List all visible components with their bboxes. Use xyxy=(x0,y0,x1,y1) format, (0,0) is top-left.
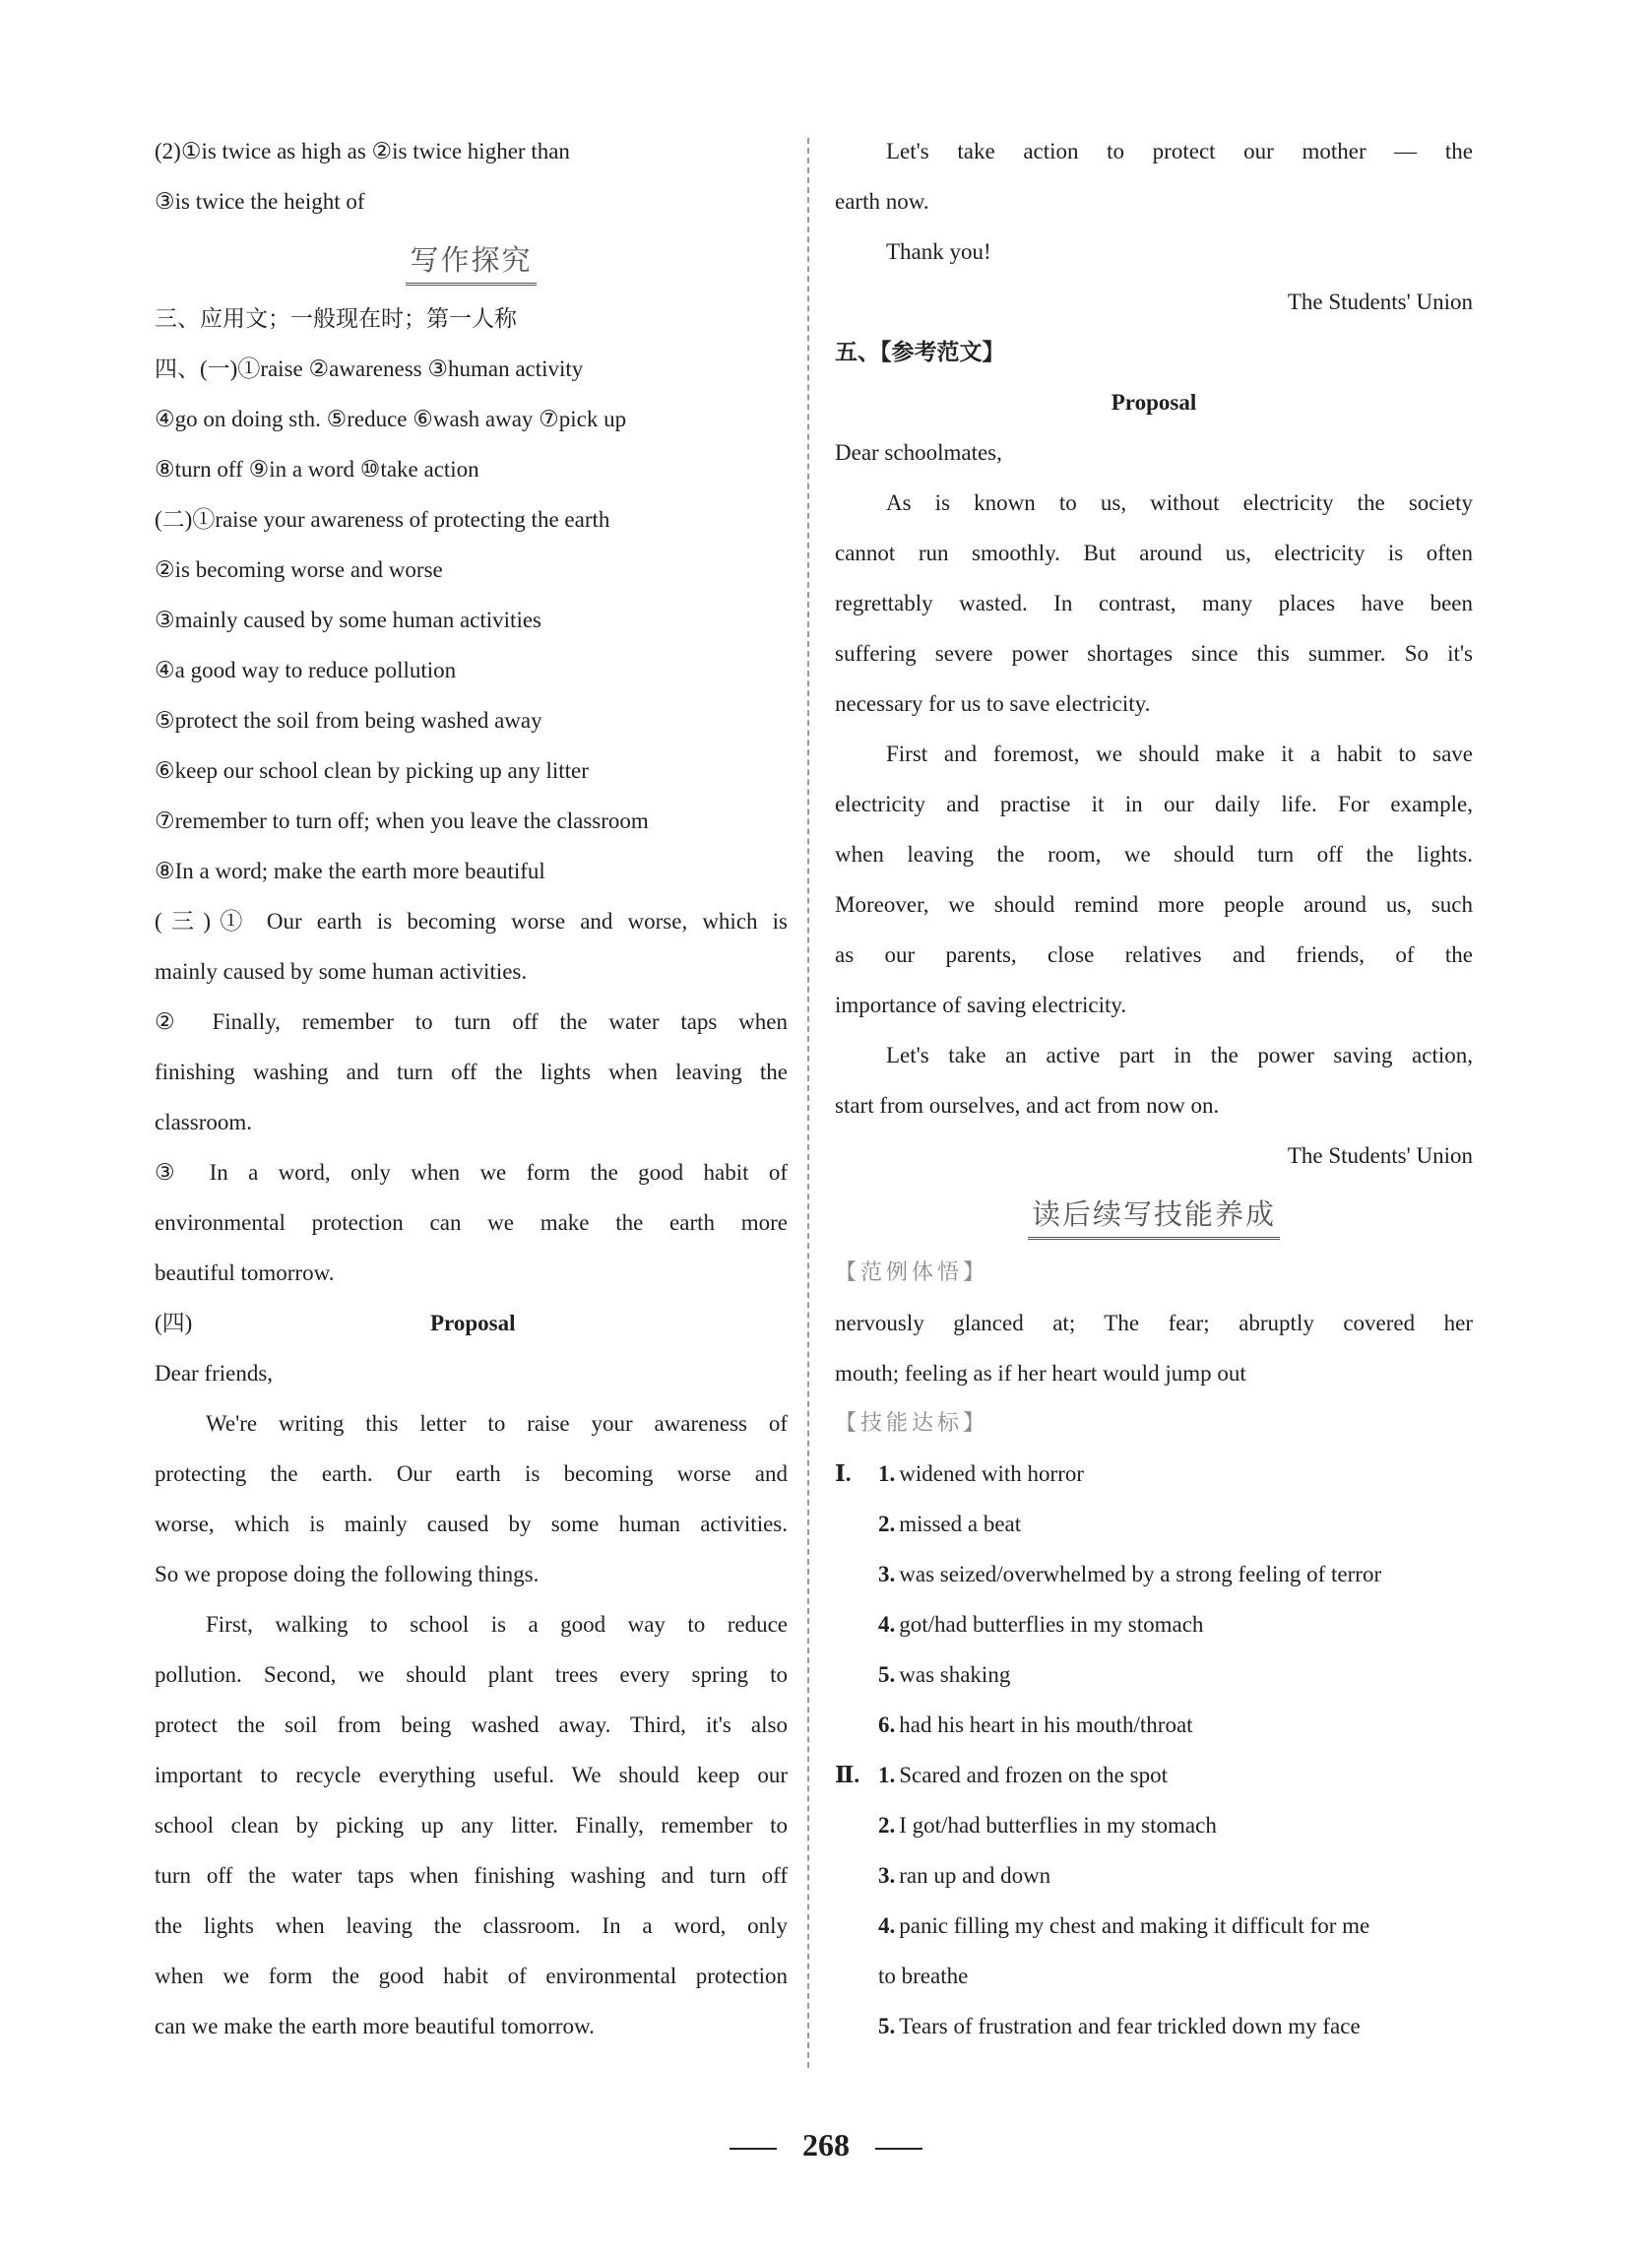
answer-line: 四、(一)①raise ②awareness ③human activity xyxy=(155,356,584,381)
section-title-continuation: 读后续写技能养成 xyxy=(835,1181,1473,1248)
answer-line: ⑤protect the soil from being washed away xyxy=(155,708,542,733)
letter-line: We're writing this letter to raise your awareness of xyxy=(206,1411,788,1436)
letter-line: turn off the water taps when finishing washing and turn off xyxy=(155,1863,788,1888)
list-item: 4. got/had butterflies in my stomach xyxy=(878,1612,1204,1637)
letter-line: can we make the earth more beautiful tomorrow. xyxy=(155,2014,595,2038)
answer-line: ④a good way to reduce pollution xyxy=(155,658,457,682)
page-number-dash-right xyxy=(875,2148,922,2150)
essay-line: electricity and practise it in our daily life. For example, xyxy=(835,792,1473,816)
essay-line: First and foremost, we should make it a habit to save xyxy=(886,742,1473,766)
list-item: 3. ran up and down xyxy=(878,1863,1051,1888)
list-item: 4. panic filling my chest and making it difficult for me xyxy=(878,1913,1370,1938)
essay-line: necessary for us to save electricity. xyxy=(835,691,1151,716)
list-item-continued: to breathe xyxy=(878,1964,969,1988)
essay-signature: The Students' Union xyxy=(1287,1143,1473,1168)
answer-line: beautiful tomorrow. xyxy=(155,1260,335,1285)
proposal-title: Proposal xyxy=(1111,390,1197,415)
list-item: Ⅱ. 1. Scared and frozen on the spot xyxy=(835,1750,1473,1800)
letter-line: earth now. xyxy=(835,189,929,214)
answer-line: mainly caused by some human activities. xyxy=(155,959,528,984)
letter-line: protect the soil from being washed away. Third, it's also xyxy=(155,1712,788,1737)
letter-line: the lights when leaving the classroom. In a word, only xyxy=(155,1913,788,1938)
letter-line: when we form the good habit of environmental protection xyxy=(155,1964,788,1988)
right-column xyxy=(835,126,1473,2051)
essay-line: Let's take an active part in the power saving action, xyxy=(886,1043,1473,1067)
part-label: (四) xyxy=(155,1311,193,1335)
answer-line: ⑥keep our school clean by picking up any litter xyxy=(155,758,589,783)
essay-line: start from ourselves, and act from now on. xyxy=(835,1093,1220,1118)
list-item: 6. had his heart in his mouth/throat xyxy=(878,1712,1193,1737)
answer-line: ②is becoming worse and worse xyxy=(155,557,443,582)
letter-line: Let's take action to protect our mother — the xyxy=(886,139,1473,163)
section-heading-model-essay: 五、【参考范文】 xyxy=(835,340,1005,364)
letter-line: protecting the earth. Our earth is becoming worse and xyxy=(155,1461,788,1486)
page-number-dash-left xyxy=(730,2148,777,2150)
list-item: 5. Tears of frustration and fear trickled down my face xyxy=(878,2014,1361,2038)
letter-line: worse, which is mainly caused by some human activities. xyxy=(155,1512,788,1536)
essay-line: Moreover, we should remind more people around us, such xyxy=(835,892,1473,917)
answer-line: ② Finally, remember to turn off the water taps when xyxy=(155,1009,788,1034)
answer-line: nervously glanced at; The fear; abruptly covered her xyxy=(835,1311,1473,1335)
roman-numeral: Ⅰ. xyxy=(835,1461,852,1486)
proposal-title: Proposal xyxy=(430,1311,516,1335)
answer-line: 三、应用文；一般现在时；第一人称 xyxy=(155,306,517,331)
essay-line: cannot run smoothly. But around us, electricity is often xyxy=(835,541,1473,565)
answer-line: (二)①raise your awareness of protecting the earth xyxy=(155,507,610,532)
letter-line: First, walking to school is a good way to reduce xyxy=(206,1612,788,1637)
answer-line: ⑦remember to turn off; when you leave the classroom xyxy=(155,808,649,833)
essay-line: suffering severe power shortages since this summer. So it's xyxy=(835,641,1473,666)
essay-line: As is known to us, without electricity the society xyxy=(886,490,1473,515)
answer-line: classroom. xyxy=(155,1110,253,1134)
answer-line: ④go on doing sth. ⑤reduce ⑥wash away ⑦pick up xyxy=(155,407,627,431)
letter-line: So we propose doing the following things. xyxy=(155,1562,540,1586)
greeting: Dear friends, xyxy=(155,1361,274,1386)
list-item: 5. was shaking xyxy=(878,1662,1011,1687)
letter-line: pollution. Second, we should plant trees every spring to xyxy=(155,1662,788,1687)
essay-line: as our parents, close relatives and friends, of the xyxy=(835,942,1473,967)
list-item: 3. was seized/overwhelmed by a strong feeling of terror xyxy=(878,1562,1382,1586)
letter-signature: The Students' Union xyxy=(1287,290,1473,314)
roman-numeral: Ⅱ. xyxy=(835,1763,860,1787)
answer-line: environmental protection can we make the earth more xyxy=(155,1210,788,1235)
proposal-heading xyxy=(155,1298,788,1348)
answer-line: ③is twice the height of xyxy=(155,189,365,214)
answer-line: (三)① Our earth is becoming worse and worse, which is xyxy=(155,909,788,934)
page-number: 268 xyxy=(0,2127,1652,2163)
answer-line: ③ In a word, only when we form the good habit of xyxy=(155,1160,788,1185)
letter-closing: Thank you! xyxy=(886,239,991,264)
answer-line: ⑧turn off ⑨in a word ⑩take action xyxy=(155,457,479,482)
essay-line: regrettably wasted. In contrast, many places have been xyxy=(835,591,1473,615)
answer-line: finishing washing and turn off the lights when leaving the xyxy=(155,1060,788,1084)
list-item: 2. missed a beat xyxy=(878,1512,1022,1536)
list-item: 2. I got/had butterflies in my stomach xyxy=(878,1813,1217,1838)
essay-line: when leaving the room, we should turn off the lights. xyxy=(835,842,1473,867)
greeting: Dear schoolmates, xyxy=(835,440,1002,465)
tag-skills: 【技能达标】 xyxy=(835,1411,989,1436)
list-item: Ⅰ. 1. widened with horror xyxy=(835,1449,1473,1499)
column-divider xyxy=(807,138,809,2068)
answer-line: (2)①is twice as high as ②is twice higher than xyxy=(155,139,570,163)
answer-line: mouth; feeling as if her heart would jump out xyxy=(835,1361,1246,1386)
essay-line: importance of saving electricity. xyxy=(835,993,1127,1017)
letter-line: important to recycle everything useful. We should keep our xyxy=(155,1763,788,1787)
section-title-writing: 写作探究 xyxy=(155,226,788,293)
answer-line: ⑧In a word; make the earth more beautiful xyxy=(155,859,545,883)
letter-line: school clean by picking up any litter. Finally, remember to xyxy=(155,1813,788,1838)
answer-line: ③mainly caused by some human activities xyxy=(155,608,541,632)
left-column xyxy=(155,126,788,2051)
tag-example: 【范例体悟】 xyxy=(835,1260,989,1285)
